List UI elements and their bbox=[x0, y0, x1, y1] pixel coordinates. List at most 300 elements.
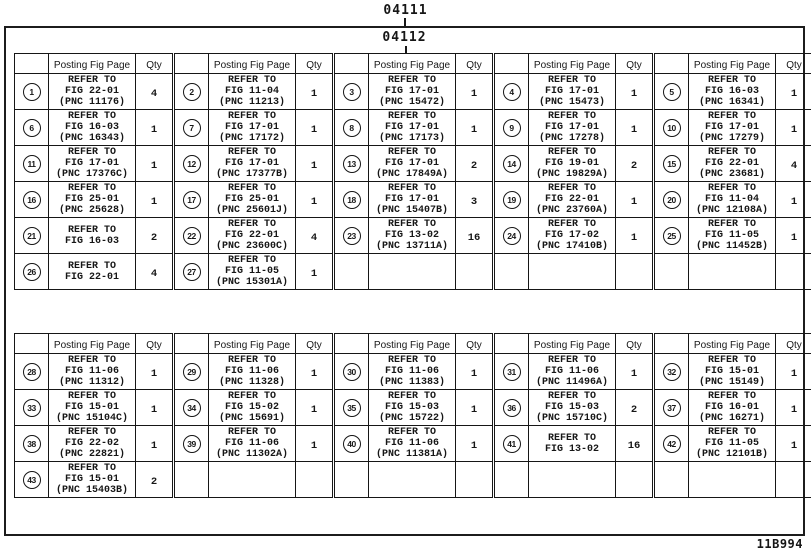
qty-value: 2 bbox=[630, 403, 638, 416]
qty-value: 1 bbox=[150, 403, 158, 416]
qty-cell bbox=[616, 426, 653, 462]
posting-fig-page-cell bbox=[689, 74, 776, 110]
item-number-badge: 21 bbox=[23, 227, 41, 245]
refer-to-label: REFER TO bbox=[387, 219, 436, 230]
item-number-cell bbox=[655, 218, 689, 254]
posting-fig-page-cell bbox=[49, 390, 136, 426]
posting-fig-page-header-label: Posting Fig Page bbox=[53, 59, 131, 71]
table-row bbox=[495, 462, 653, 498]
refer-to-label: REFER TO bbox=[67, 183, 116, 194]
fig-page-ref: FIG 11-06 bbox=[224, 366, 279, 377]
qty-cell bbox=[456, 354, 493, 390]
refer-to-label: REFER TO bbox=[67, 75, 116, 86]
item-number-badge: 25 bbox=[663, 227, 681, 245]
qty-value: 3 bbox=[470, 195, 478, 208]
table-row bbox=[655, 146, 811, 182]
qty-cell bbox=[616, 462, 653, 498]
item-number-cell bbox=[175, 146, 209, 182]
posting-fig-page-cell bbox=[49, 110, 136, 146]
qty-cell bbox=[136, 146, 173, 182]
posting-fig-page-cell bbox=[369, 254, 456, 290]
qty-value: 1 bbox=[310, 159, 318, 172]
refer-to-label: REFER TO bbox=[707, 183, 756, 194]
item-number-cell bbox=[495, 254, 529, 290]
qty-header-label: Qty bbox=[626, 59, 642, 71]
posting-fig-page-cell bbox=[529, 390, 616, 426]
item-number-badge: 24 bbox=[503, 227, 521, 245]
item-number-badge: 3 bbox=[343, 83, 361, 101]
table-row bbox=[15, 254, 173, 290]
qty-header-cell bbox=[776, 334, 811, 354]
qty-value: 1 bbox=[470, 123, 478, 136]
refer-to-label: REFER TO bbox=[67, 391, 116, 402]
qty-cell bbox=[136, 354, 173, 390]
item-number-cell bbox=[335, 354, 369, 390]
pnc-ref: (PNC 15149) bbox=[698, 377, 765, 388]
pnc-ref: (PNC 15407B) bbox=[375, 205, 448, 216]
qty-cell bbox=[776, 74, 811, 110]
posting-fig-page-cell bbox=[529, 146, 616, 182]
table-row bbox=[335, 354, 493, 390]
posting-fig-page-header-label: Posting Fig Page bbox=[693, 59, 771, 71]
qty-header-label: Qty bbox=[786, 339, 802, 351]
fig-page-ref: FIG 11-05 bbox=[704, 230, 759, 241]
qty-value: 1 bbox=[790, 367, 798, 380]
pnc-ref: (PNC 15472) bbox=[378, 97, 445, 108]
table-row bbox=[655, 182, 811, 218]
pnc-ref: (PNC 15403B) bbox=[55, 485, 128, 496]
item-number-badge: 41 bbox=[503, 435, 521, 453]
parts-ref-group bbox=[174, 333, 333, 498]
table-row bbox=[335, 426, 493, 462]
header-row bbox=[175, 334, 333, 354]
qty-header-label: Qty bbox=[626, 339, 642, 351]
table-row bbox=[15, 110, 173, 146]
table-row bbox=[655, 218, 811, 254]
posting-fig-page-header-label: Posting Fig Page bbox=[373, 59, 451, 71]
fig-page-ref: FIG 25-01 bbox=[64, 194, 119, 205]
item-number-badge: 11 bbox=[23, 155, 41, 173]
qty-cell bbox=[616, 354, 653, 390]
item-number-badge: 19 bbox=[503, 191, 521, 209]
fig-page-ref: FIG 17-01 bbox=[704, 122, 759, 133]
table-row bbox=[175, 146, 333, 182]
qty-value: 1 bbox=[470, 403, 478, 416]
fig-page-ref: FIG 11-04 bbox=[704, 194, 759, 205]
item-number-badge: 13 bbox=[343, 155, 361, 173]
qty-value: 1 bbox=[630, 123, 638, 136]
qty-cell bbox=[456, 218, 493, 254]
item-number-cell bbox=[335, 182, 369, 218]
qty-cell bbox=[296, 254, 333, 290]
parts-ref-group bbox=[494, 333, 653, 498]
pnc-ref: (PNC 12101B) bbox=[695, 449, 768, 460]
posting-fig-page-cell bbox=[529, 110, 616, 146]
fig-page-ref: FIG 17-01 bbox=[384, 86, 439, 97]
item-number-cell bbox=[655, 146, 689, 182]
item-number-cell bbox=[15, 390, 49, 426]
posting-fig-page-cell bbox=[689, 110, 776, 146]
posting-fig-page-cell bbox=[209, 182, 296, 218]
item-number-cell bbox=[15, 354, 49, 390]
refer-to-label: REFER TO bbox=[227, 147, 276, 158]
qty-cell bbox=[776, 390, 811, 426]
table-row bbox=[175, 390, 333, 426]
qty-value: 1 bbox=[790, 439, 798, 452]
qty-cell bbox=[136, 254, 173, 290]
pnc-ref: (PNC 11381A) bbox=[375, 449, 448, 460]
item-number-badge: 36 bbox=[503, 399, 521, 417]
item-number-cell bbox=[335, 146, 369, 182]
posting-fig-page-cell bbox=[49, 74, 136, 110]
posting-fig-page-header-label: Posting Fig Page bbox=[533, 339, 611, 351]
posting-fig-page-cell bbox=[369, 390, 456, 426]
qty-cell bbox=[776, 462, 811, 498]
refer-to-label: REFER TO bbox=[547, 147, 596, 158]
fig-page-ref: FIG 17-02 bbox=[544, 230, 599, 241]
item-number-cell bbox=[15, 218, 49, 254]
item-number-header-cell bbox=[15, 54, 49, 74]
fig-page-ref: FIG 11-05 bbox=[224, 266, 279, 277]
pnc-ref: (PNC 17173) bbox=[378, 133, 445, 144]
pnc-ref: (PNC 15710C) bbox=[535, 413, 608, 424]
doc-code: 11B994 bbox=[756, 537, 803, 551]
posting-fig-page-cell bbox=[369, 218, 456, 254]
parts-ref-group bbox=[334, 53, 493, 290]
pnc-ref: (PNC 11176) bbox=[58, 97, 125, 108]
qty-cell bbox=[296, 146, 333, 182]
pnc-ref: (PNC 11213) bbox=[218, 97, 285, 108]
item-number-badge: 37 bbox=[663, 399, 681, 417]
item-number-cell bbox=[175, 462, 209, 498]
header-row bbox=[15, 54, 173, 74]
item-number-badge: 31 bbox=[503, 363, 521, 381]
posting-fig-page-cell bbox=[689, 146, 776, 182]
posting-fig-page-cell bbox=[529, 182, 616, 218]
refer-to-label: REFER TO bbox=[707, 355, 756, 366]
refer-to-label: REFER TO bbox=[67, 147, 116, 158]
table-row bbox=[495, 74, 653, 110]
item-number-badge: 6 bbox=[23, 119, 41, 137]
qty-value: 1 bbox=[310, 123, 318, 136]
posting-fig-page-header-cell bbox=[529, 334, 616, 354]
item-number-badge: 7 bbox=[183, 119, 201, 137]
qty-cell bbox=[616, 182, 653, 218]
item-number-badge: 43 bbox=[23, 471, 41, 489]
posting-fig-page-header-cell bbox=[369, 334, 456, 354]
item-number-badge: 33 bbox=[23, 399, 41, 417]
item-number-badge: 26 bbox=[23, 263, 41, 281]
qty-value: 4 bbox=[310, 231, 318, 244]
item-number-badge: 16 bbox=[23, 191, 41, 209]
fig-page-ref: FIG 25-01 bbox=[224, 194, 279, 205]
qty-cell bbox=[136, 218, 173, 254]
refer-to-label: REFER TO bbox=[387, 75, 436, 86]
item-number-badge: 15 bbox=[663, 155, 681, 173]
fig-page-ref: FIG 22-01 bbox=[704, 158, 759, 169]
fig-page-ref: FIG 17-01 bbox=[64, 158, 119, 169]
item-number-cell bbox=[15, 110, 49, 146]
item-number-cell bbox=[655, 254, 689, 290]
qty-value: 1 bbox=[790, 231, 798, 244]
qty-cell bbox=[136, 426, 173, 462]
refer-to-label: REFER TO bbox=[707, 75, 756, 86]
pnc-ref: (PNC 25601J) bbox=[215, 205, 288, 216]
item-number-cell bbox=[655, 182, 689, 218]
qty-header-cell bbox=[136, 54, 173, 74]
posting-fig-page-cell bbox=[369, 182, 456, 218]
qty-value: 2 bbox=[150, 475, 158, 488]
fig-page-ref: FIG 15-03 bbox=[544, 402, 599, 413]
table-row bbox=[15, 426, 173, 462]
item-number-cell bbox=[655, 74, 689, 110]
qty-value: 1 bbox=[310, 403, 318, 416]
posting-fig-page-header-label: Posting Fig Page bbox=[373, 339, 451, 351]
fig-page-ref: FIG 11-06 bbox=[64, 366, 119, 377]
qty-header-cell bbox=[296, 334, 333, 354]
fig-page-ref: FIG 17-01 bbox=[384, 194, 439, 205]
refer-to-label: REFER TO bbox=[67, 224, 116, 236]
item-number-badge: 4 bbox=[503, 83, 521, 101]
item-number-cell bbox=[175, 254, 209, 290]
item-number-cell bbox=[175, 74, 209, 110]
pnc-ref: (PNC 23600C) bbox=[215, 241, 288, 252]
posting-fig-page-header-cell bbox=[49, 54, 136, 74]
fig-page-ref: FIG 16-03 bbox=[64, 235, 119, 247]
fig-page-ref: FIG 15-01 bbox=[64, 474, 119, 485]
qty-header-cell bbox=[616, 54, 653, 74]
table-row bbox=[495, 218, 653, 254]
qty-value: 1 bbox=[630, 367, 638, 380]
refer-to-label: REFER TO bbox=[67, 427, 116, 438]
posting-fig-page-cell bbox=[49, 354, 136, 390]
refer-to-label: REFER TO bbox=[707, 391, 756, 402]
item-number-header-cell bbox=[15, 334, 49, 354]
qty-value: 4 bbox=[150, 87, 158, 100]
qty-value: 1 bbox=[150, 367, 158, 380]
fig-page-ref: FIG 15-01 bbox=[64, 402, 119, 413]
item-number-badge: 1 bbox=[23, 83, 41, 101]
table-row bbox=[175, 426, 333, 462]
item-number-badge: 29 bbox=[183, 363, 201, 381]
refer-to-label: REFER TO bbox=[547, 391, 596, 402]
pnc-ref: (PNC 15691) bbox=[218, 413, 285, 424]
item-number-cell bbox=[335, 426, 369, 462]
refer-to-label: REFER TO bbox=[387, 183, 436, 194]
qty-cell bbox=[456, 146, 493, 182]
qty-cell bbox=[776, 182, 811, 218]
qty-value: 1 bbox=[150, 195, 158, 208]
item-number-cell bbox=[175, 354, 209, 390]
refer-to-label: REFER TO bbox=[387, 111, 436, 122]
posting-fig-page-cell bbox=[209, 110, 296, 146]
fig-page-ref: FIG 11-06 bbox=[384, 366, 439, 377]
header-row bbox=[655, 54, 811, 74]
item-number-badge: 40 bbox=[343, 435, 361, 453]
table-row bbox=[495, 254, 653, 290]
posting-fig-page-header-cell bbox=[689, 54, 776, 74]
posting-fig-page-header-cell bbox=[529, 54, 616, 74]
pnc-ref: (PNC 17278) bbox=[538, 133, 605, 144]
item-number-badge: 10 bbox=[663, 119, 681, 137]
qty-cell bbox=[616, 218, 653, 254]
pnc-ref: (PNC 25628) bbox=[58, 205, 125, 216]
qty-cell bbox=[776, 146, 811, 182]
fig-page-ref: FIG 19-01 bbox=[544, 158, 599, 169]
pnc-ref: (PNC 17849A) bbox=[375, 169, 448, 180]
figure-number-top: 04111 bbox=[383, 3, 428, 18]
item-number-header-cell bbox=[175, 334, 209, 354]
posting-fig-page-cell bbox=[529, 74, 616, 110]
table-row bbox=[655, 254, 811, 290]
posting-fig-page-header-cell bbox=[689, 334, 776, 354]
qty-value: 2 bbox=[470, 159, 478, 172]
refer-to-label: REFER TO bbox=[227, 391, 276, 402]
fig-page-ref: FIG 11-04 bbox=[224, 86, 279, 97]
posting-fig-page-cell bbox=[689, 354, 776, 390]
pnc-ref: (PNC 17279) bbox=[698, 133, 765, 144]
item-number-cell bbox=[15, 426, 49, 462]
table-row bbox=[335, 146, 493, 182]
qty-cell bbox=[136, 74, 173, 110]
fig-page-ref: FIG 22-01 bbox=[544, 194, 599, 205]
refer-to-label: REFER TO bbox=[67, 111, 116, 122]
fig-page-ref: FIG 17-01 bbox=[224, 158, 279, 169]
qty-cell bbox=[296, 218, 333, 254]
posting-fig-page-cell bbox=[369, 354, 456, 390]
refer-to-label: REFER TO bbox=[227, 219, 276, 230]
header-row bbox=[15, 334, 173, 354]
table-row bbox=[655, 354, 811, 390]
parts-ref-group bbox=[174, 53, 333, 290]
fig-page-ref: FIG 15-03 bbox=[384, 402, 439, 413]
refer-to-label: REFER TO bbox=[67, 463, 116, 474]
qty-cell bbox=[136, 182, 173, 218]
qty-cell bbox=[136, 462, 173, 498]
item-number-cell bbox=[15, 462, 49, 498]
qty-value: 1 bbox=[630, 195, 638, 208]
qty-value: 1 bbox=[310, 87, 318, 100]
posting-fig-page-cell bbox=[529, 462, 616, 498]
qty-value: 1 bbox=[470, 367, 478, 380]
pnc-ref: (PNC 16341) bbox=[698, 97, 765, 108]
pnc-ref: (PNC 23681) bbox=[698, 169, 765, 180]
qty-header-label: Qty bbox=[466, 339, 482, 351]
refer-to-label: REFER TO bbox=[547, 432, 596, 444]
table-row bbox=[655, 110, 811, 146]
table-row bbox=[495, 146, 653, 182]
item-number-badge: 14 bbox=[503, 155, 521, 173]
refer-to-label: REFER TO bbox=[547, 111, 596, 122]
posting-fig-page-cell bbox=[689, 426, 776, 462]
item-number-header-cell bbox=[495, 54, 529, 74]
parts-ref-group bbox=[654, 53, 811, 290]
item-number-cell bbox=[15, 146, 49, 182]
qty-header-cell bbox=[136, 334, 173, 354]
item-number-cell bbox=[655, 110, 689, 146]
qty-value: 4 bbox=[790, 159, 798, 172]
posting-fig-page-cell bbox=[209, 354, 296, 390]
item-number-cell bbox=[175, 110, 209, 146]
pnc-ref: (PNC 11312) bbox=[58, 377, 125, 388]
table-row bbox=[335, 218, 493, 254]
refer-to-label: REFER TO bbox=[227, 427, 276, 438]
qty-cell bbox=[456, 182, 493, 218]
pnc-ref: (PNC 17172) bbox=[218, 133, 285, 144]
posting-fig-page-cell bbox=[529, 254, 616, 290]
qty-cell bbox=[296, 74, 333, 110]
qty-value: 2 bbox=[630, 159, 638, 172]
posting-fig-page-header-cell bbox=[209, 54, 296, 74]
item-number-header-cell bbox=[655, 334, 689, 354]
table-row bbox=[335, 390, 493, 426]
table-row bbox=[655, 462, 811, 498]
item-number-badge: 34 bbox=[183, 399, 201, 417]
fig-page-ref: FIG 16-03 bbox=[704, 86, 759, 97]
item-number-badge: 32 bbox=[663, 363, 681, 381]
refer-to-label: REFER TO bbox=[227, 111, 276, 122]
lower-parts-table bbox=[14, 333, 800, 498]
item-number-cell bbox=[335, 218, 369, 254]
posting-fig-page-cell bbox=[49, 254, 136, 290]
posting-fig-page-cell bbox=[529, 218, 616, 254]
posting-fig-page-header-label: Posting Fig Page bbox=[533, 59, 611, 71]
refer-to-label: REFER TO bbox=[227, 183, 276, 194]
table-row bbox=[175, 354, 333, 390]
figure-number-sub: 04112 bbox=[382, 30, 427, 45]
parts-ref-group bbox=[14, 333, 173, 498]
refer-to-label: REFER TO bbox=[387, 427, 436, 438]
item-number-badge: 23 bbox=[343, 227, 361, 245]
table-row bbox=[495, 354, 653, 390]
pnc-ref: (PNC 17376C) bbox=[55, 169, 128, 180]
pnc-ref: (PNC 15722) bbox=[378, 413, 445, 424]
pnc-ref: (PNC 16343) bbox=[58, 133, 125, 144]
table-row bbox=[495, 426, 653, 462]
table-row bbox=[15, 462, 173, 498]
table-row bbox=[15, 74, 173, 110]
table-row bbox=[335, 110, 493, 146]
item-number-cell bbox=[495, 426, 529, 462]
qty-cell bbox=[616, 390, 653, 426]
refer-to-label: REFER TO bbox=[707, 427, 756, 438]
fig-page-ref: FIG 17-01 bbox=[544, 86, 599, 97]
table-row bbox=[15, 390, 173, 426]
item-number-badge: 27 bbox=[183, 263, 201, 281]
item-number-cell bbox=[495, 110, 529, 146]
table-row bbox=[175, 218, 333, 254]
refer-to-label: REFER TO bbox=[707, 147, 756, 158]
posting-fig-page-cell bbox=[689, 182, 776, 218]
pnc-ref: (PNC 17410B) bbox=[535, 241, 608, 252]
posting-fig-page-cell bbox=[49, 462, 136, 498]
posting-fig-page-header-label: Posting Fig Page bbox=[213, 339, 291, 351]
header-row bbox=[655, 334, 811, 354]
qty-cell bbox=[616, 146, 653, 182]
item-number-badge: 28 bbox=[23, 363, 41, 381]
table-row bbox=[15, 182, 173, 218]
qty-cell bbox=[136, 390, 173, 426]
qty-cell bbox=[456, 110, 493, 146]
fig-page-ref: FIG 17-01 bbox=[384, 158, 439, 169]
pnc-ref: (PNC 15301A) bbox=[215, 277, 288, 288]
posting-fig-page-cell bbox=[689, 462, 776, 498]
refer-to-label: REFER TO bbox=[227, 355, 276, 366]
refer-to-label: REFER TO bbox=[227, 255, 276, 266]
item-number-cell bbox=[175, 182, 209, 218]
posting-fig-page-cell bbox=[369, 426, 456, 462]
refer-to-label: REFER TO bbox=[67, 355, 116, 366]
